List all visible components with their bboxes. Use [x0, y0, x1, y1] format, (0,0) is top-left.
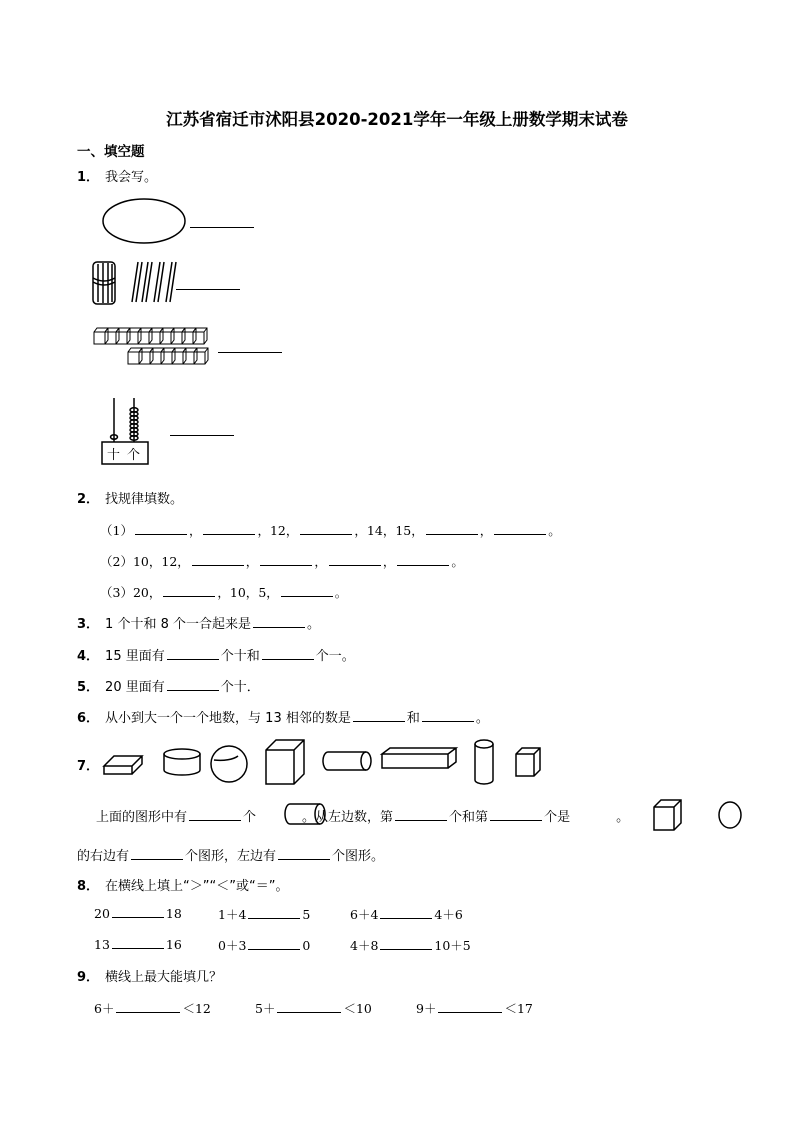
number: 10 — [132, 554, 149, 569]
answer-line[interactable] — [112, 905, 164, 918]
question-number: 1． — [77, 170, 100, 185]
answer-line[interactable] — [131, 847, 183, 860]
abacus-figure — [100, 396, 156, 468]
question-number: 2． — [77, 492, 100, 507]
question-text: 个图形，左边有 — [185, 849, 277, 864]
question-number: 3． — [77, 617, 100, 632]
answer-line[interactable] — [380, 937, 432, 950]
question-number: 4． — [77, 649, 100, 664]
compare-row-2b — [218, 936, 310, 954]
answer-line[interactable] — [112, 936, 164, 949]
expression: 6＋4 — [350, 907, 379, 922]
question-text: 个是 — [544, 810, 571, 825]
answer-line[interactable] — [190, 227, 254, 228]
answer-line[interactable] — [422, 709, 474, 722]
question-text: 个十和 — [220, 649, 260, 664]
compare-row-1 — [94, 905, 182, 921]
number: 14 — [366, 523, 383, 538]
question-number: 5． — [77, 680, 100, 695]
expression: ＜10 — [343, 1001, 372, 1016]
question-5 — [77, 676, 260, 695]
answer-line[interactable] — [167, 647, 219, 660]
expression: 0 — [302, 938, 311, 953]
question-text: 从小到大一个一个地数，与 13 相邻的数是 — [105, 711, 351, 726]
answer-line[interactable] — [397, 553, 449, 566]
question-text: 上面的图形中有 — [96, 810, 188, 825]
answer-line[interactable] — [248, 937, 300, 950]
inline-cube-icon — [652, 798, 684, 832]
expression: 4＋6 — [434, 907, 463, 922]
answer-line[interactable] — [203, 522, 255, 535]
question-text: 。 — [616, 810, 630, 825]
question-text: 。 — [307, 617, 321, 632]
question-3 — [77, 613, 320, 632]
abacus-label-ones: 个 — [127, 448, 141, 463]
question-number: 8． — [77, 879, 100, 894]
answer-line[interactable] — [277, 1000, 341, 1013]
answer-line[interactable] — [353, 709, 405, 722]
expression: 13 — [94, 937, 110, 952]
number: 12 — [161, 554, 178, 569]
number: 20 — [132, 585, 149, 600]
number: 5 — [258, 585, 267, 600]
compare-row-2 — [94, 936, 182, 952]
answer-line[interactable] — [395, 808, 447, 821]
pattern-row-2: （2）10，12， ， ， ， 。 — [100, 554, 464, 569]
question-text: 个 — [243, 810, 257, 825]
answer-line[interactable] — [135, 522, 187, 535]
question-text: 15 里面有 — [105, 649, 165, 664]
answer-line[interactable] — [380, 906, 432, 919]
question-2 — [77, 488, 183, 507]
expression: 10＋5 — [434, 938, 471, 953]
row-label: （2） — [100, 554, 133, 569]
answer-line[interactable] — [438, 1000, 502, 1013]
question-1 — [77, 166, 157, 185]
question-text: 20 里面有 — [105, 680, 165, 695]
question-text: 个图形。 — [332, 849, 385, 864]
answer-line[interactable] — [116, 1000, 180, 1013]
ellipse-figure — [102, 198, 190, 246]
section-heading: 一、填空题 — [77, 144, 145, 160]
question-number: 7． — [77, 759, 100, 774]
question-text: 个和第 — [449, 810, 489, 825]
max-fill-item-3 — [416, 999, 533, 1017]
answer-line[interactable] — [281, 584, 333, 597]
expression: 6＋ — [94, 1001, 115, 1016]
question-text: 的右边有 — [77, 849, 130, 864]
question-text: 个一。 — [315, 649, 355, 664]
question-text: 。从左边数，第 — [302, 810, 394, 825]
answer-line[interactable] — [260, 553, 312, 566]
answer-line[interactable] — [167, 678, 219, 691]
answer-line[interactable] — [494, 522, 546, 535]
question-text: 1 个十和 8 个一合起来是 — [105, 617, 251, 632]
inline-cylinder-icon — [284, 802, 328, 828]
question-text: 横线上最大能填几？ — [105, 970, 223, 985]
question-number: 6． — [77, 711, 100, 726]
abacus-label-tens: 十 — [107, 448, 121, 463]
question-number: 9． — [77, 970, 100, 985]
max-fill-item-2 — [255, 999, 372, 1017]
compare-row-1b — [218, 905, 310, 923]
number: 10 — [229, 585, 246, 600]
question-text: 。 — [475, 711, 489, 726]
row-label: （3） — [100, 585, 133, 600]
answer-line[interactable] — [176, 289, 240, 290]
expression: ＜12 — [182, 1001, 211, 1016]
page-title: 江苏省宿迁市沭阳县2020-2021学年一年级上册数学期末试卷 — [166, 110, 628, 129]
expression: 5＋ — [255, 1001, 276, 1016]
question-4 — [77, 645, 355, 664]
expression: 1＋4 — [218, 907, 247, 922]
expression: 16 — [165, 937, 182, 952]
expression: 20 — [94, 906, 110, 921]
question-text: 个十． — [220, 680, 260, 695]
number: 15 — [395, 523, 412, 538]
answer-line[interactable] — [253, 615, 305, 628]
inline-sphere-icon — [718, 800, 744, 830]
sticks-figure — [90, 258, 180, 308]
expression: 4＋8 — [350, 938, 379, 953]
question-9 — [77, 966, 222, 985]
number: 12 — [269, 523, 286, 538]
expression: ＜17 — [504, 1001, 533, 1016]
question-text: 在横线上填上“＞”“＜”或“＝”。 — [105, 879, 289, 894]
answer-line[interactable] — [163, 584, 215, 597]
question-text: 我会写。 — [105, 170, 158, 185]
row-label: （1） — [100, 523, 133, 538]
question-text: 和 — [406, 711, 420, 726]
answer-line[interactable] — [189, 808, 241, 821]
max-fill-item-1 — [94, 999, 211, 1017]
expression: 9＋ — [416, 1001, 437, 1016]
answer-line[interactable] — [329, 553, 381, 566]
answer-line[interactable] — [278, 847, 330, 860]
expression: 18 — [165, 906, 182, 921]
pattern-row-3: （3）20， ，10，5， 。 — [100, 585, 348, 600]
answer-line[interactable] — [248, 906, 300, 919]
pattern-row-1: （1） ， ，12， ，14，15， ， 。 — [100, 523, 561, 538]
answer-line[interactable] — [262, 647, 314, 660]
question-text: 找规律填数。 — [105, 492, 184, 507]
answer-line[interactable] — [192, 553, 244, 566]
question-7-line-1 — [96, 806, 629, 825]
answer-line[interactable] — [170, 435, 234, 436]
expression: 0＋3 — [218, 938, 247, 953]
answer-line[interactable] — [300, 522, 352, 535]
answer-line[interactable] — [490, 808, 542, 821]
question-6 — [77, 707, 489, 726]
question-7-line-2 — [77, 845, 384, 864]
question-8 — [77, 875, 288, 894]
compare-row-2c — [350, 936, 471, 954]
answer-line[interactable] — [426, 522, 478, 535]
answer-line[interactable] — [218, 352, 282, 353]
shapes-row — [100, 736, 550, 788]
expression: 5 — [302, 907, 311, 922]
cubes-figure — [93, 326, 213, 368]
compare-row-1c — [350, 905, 463, 923]
